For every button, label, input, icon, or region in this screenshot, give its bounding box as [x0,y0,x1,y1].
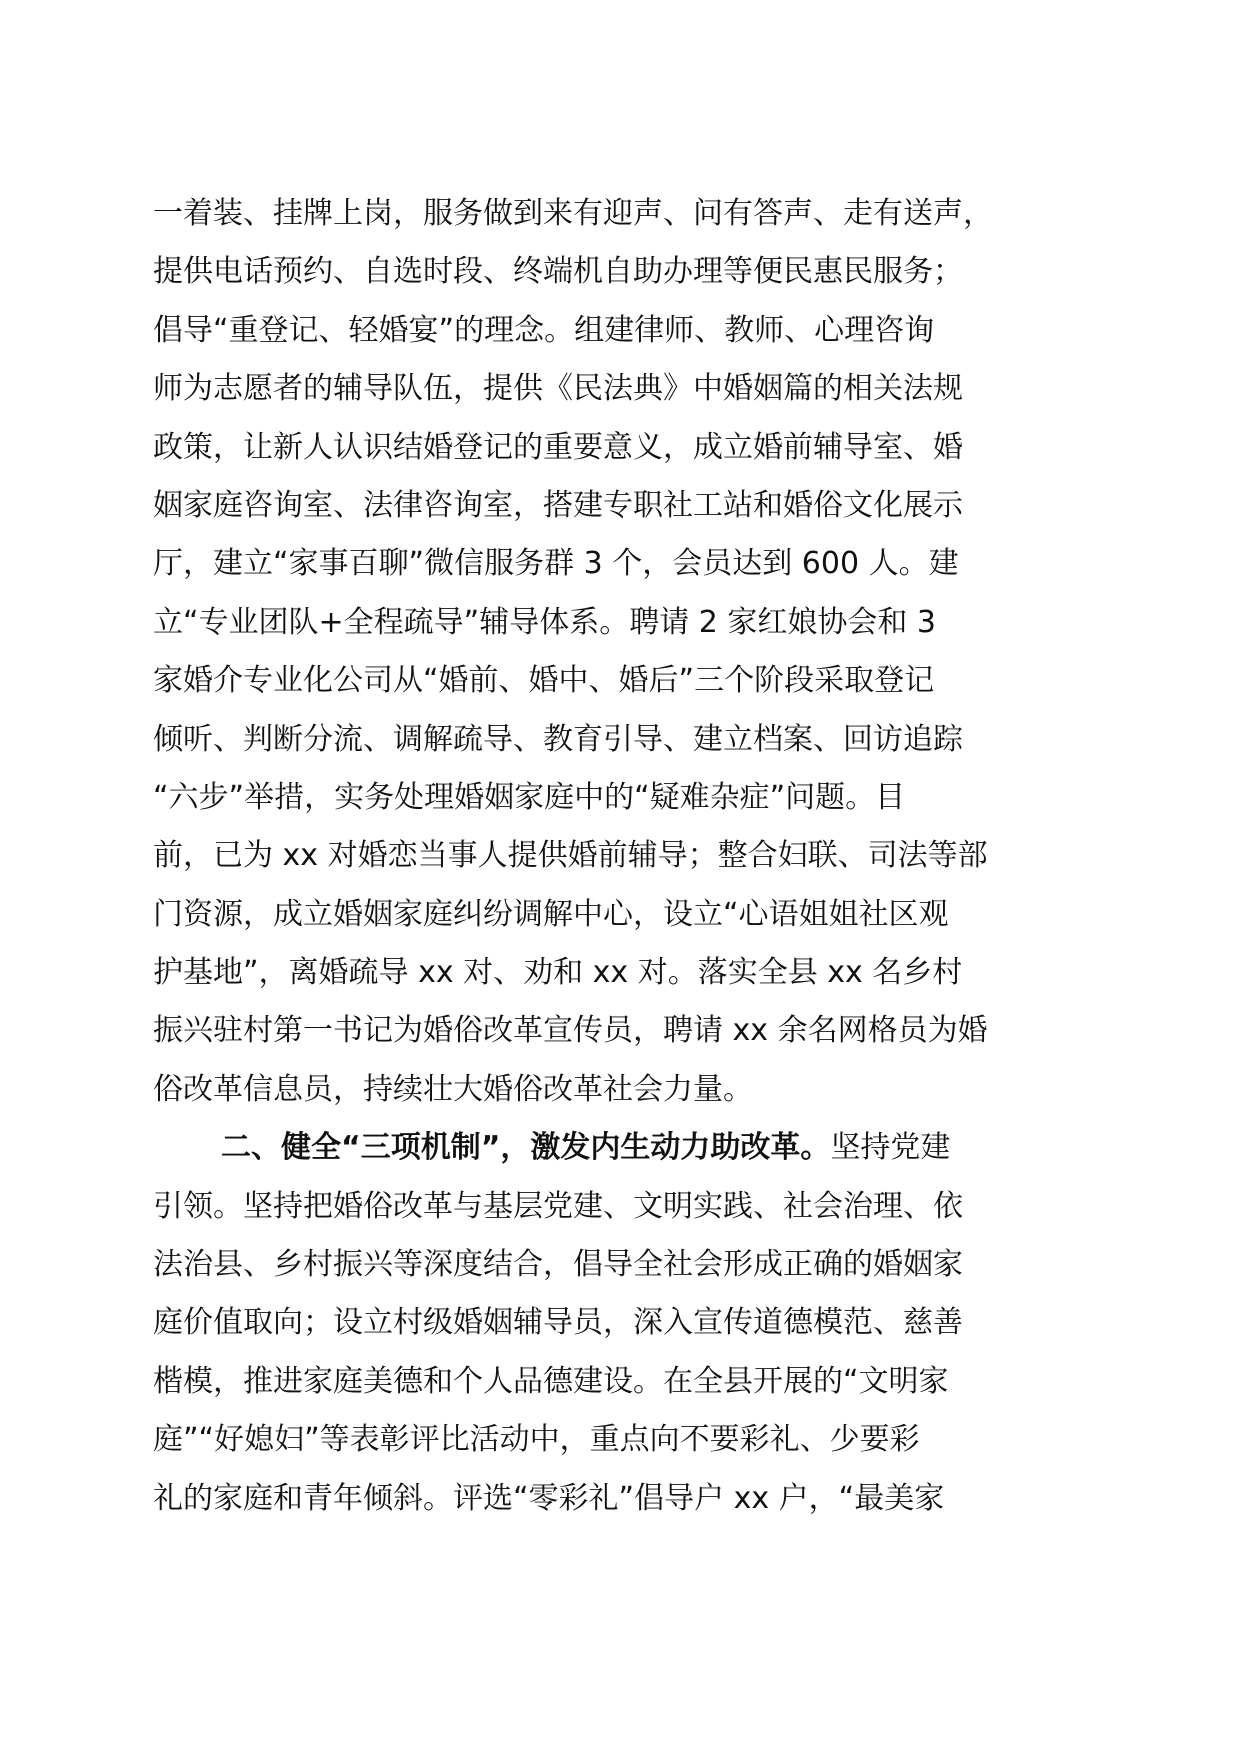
document-body [153,185,1088,1528]
text-line: 姻家庭咨询室、法律咨询室，搭建专职社工站和婚俗文化展示 [153,487,963,523]
text-line: 前，已为 xx 对婚恋当事人提供婚前辅导；整合妇联、司法等部 [153,838,988,874]
text-line: 礼的家庭和青年倾斜。评选“零彩礼”倡导户 xx 户，“最美家 [153,1480,945,1516]
text-line: 庭价值取向；设立村级婚姻辅导员，深入宣传道德模范、慈善 [153,1305,963,1341]
section-heading: 二、健全“三项机制”，激发内生动力助改革。 [221,1130,831,1166]
text-line: 家婚介专业化公司从“婚前、婚中、婚后”三个阶段采取登记 [153,663,935,699]
text-line: 俗改革信息员，持续壮大婚俗改革社会力量。 [153,1071,753,1107]
text-line: 法治县、乡村振兴等深度结合，倡导全社会形成正确的婚姻家 [153,1247,963,1283]
text-line: 厅，建立“家事百聊”微信服务群 3 个，会员达到 600 人。建 [153,546,959,582]
text-line: 倾听、判断分流、调解疏导、教育引导、建立档案、回访追踪 [153,721,963,757]
text-line: 一着装、挂牌上岗，服务做到来有迎声、问有答声、走有送声， [153,196,993,231]
text-line: 师为志愿者的辅导队伍，提供《民法典》中婚姻篇的相关法规 [153,371,963,407]
text-line: 政策，让新人认识结婚登记的重要意义，成立婚前辅导室、婚 [153,429,963,465]
section-heading-continuation: 坚持党建 [830,1130,951,1166]
text-line: 倡导“重登记、轻婚宴”的理念。组建律师、教师、心理咨询 [153,312,935,348]
text-line: 立“专业团队+全程疏导”辅导体系。聘请 2 家红娘协会和 3 [153,604,937,640]
text-line: 门资源，成立婚姻家庭纠纷调解中心，设立“心语姐姐社区观 [153,896,949,932]
text-line: 振兴驻村第一书记为婚俗改革宣传员，聘请 xx 余名网格员为婚 [153,1013,988,1049]
text-line: 引领。坚持把婚俗改革与基层党建、文明实践、社会治理、依 [153,1188,963,1224]
text-line: 护基地”，离婚疏导 xx 对、劝和 xx 对。落实全县 xx 名乡村 [153,955,963,991]
text-line: 庭”“好媳妇”等表彰评比活动中，重点向不要彩礼、少要彩 [153,1422,920,1458]
text-line: “六步”举措，实务处理婚姻家庭中的“疑难杂症”问题。目 [153,779,906,815]
section-heading-line [153,1119,1088,1177]
text-line: 提供电话预约、自选时段、终端机自助办理等便民惠民服务； [153,254,963,290]
text-line: 楷模，推进家庭美德和个人品德建设。在全县开展的“文明家 [153,1363,949,1399]
